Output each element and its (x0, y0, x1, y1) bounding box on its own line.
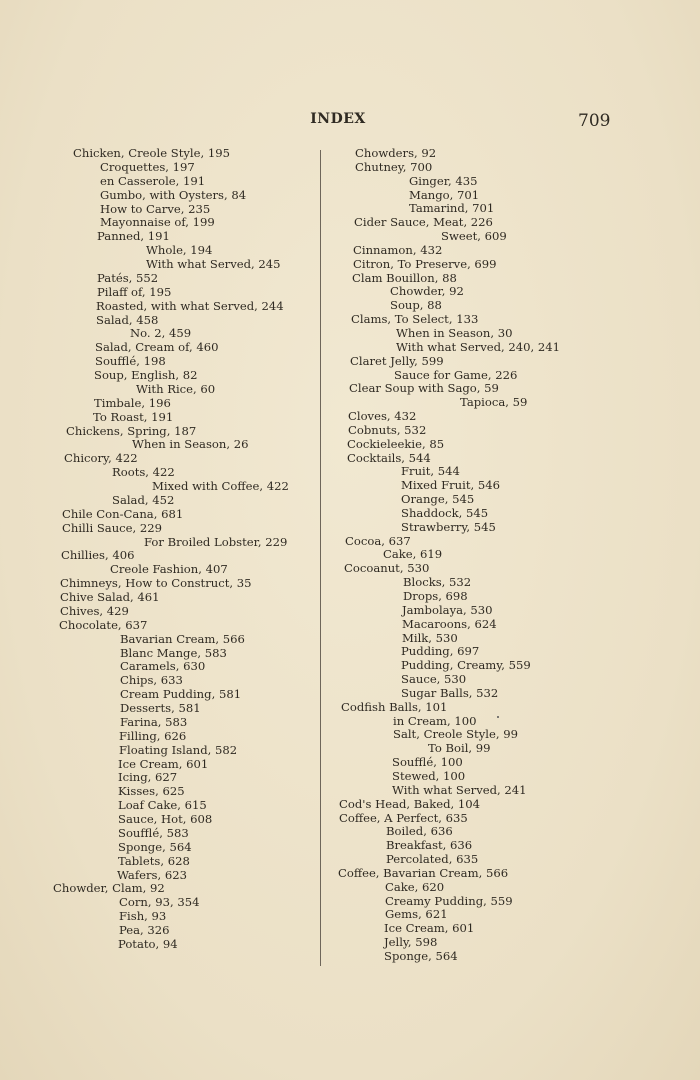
index-entry: Patés, 552 (97, 270, 159, 285)
page-title: INDEX (310, 111, 366, 127)
index-column-right (0, 147, 700, 964)
index-entry: Ginger, 435 (409, 173, 478, 188)
index-entry: Clams, To Select, 133 (351, 312, 479, 327)
index-entry: Corn, 93, 354 (119, 895, 200, 910)
index-entry: Whole, 194 (146, 243, 213, 258)
index-entry: Chickens, Spring, 187 (66, 423, 197, 438)
index-entry: Croquettes, 197 (100, 159, 195, 174)
index-entry: Ice Cream, 601 (384, 921, 475, 936)
index-entry: Filling, 626 (119, 728, 187, 743)
index-entry: Salad, Cream of, 460 (95, 340, 219, 355)
index-entry: Boiled, 636 (386, 824, 453, 839)
index-entry: When in Season, 26 (132, 437, 249, 452)
index-entry: Chowder, 92 (390, 284, 464, 299)
index-entry: Floating Island, 582 (119, 742, 238, 757)
index-entry: Chicory, 422 (64, 451, 138, 466)
index-entry: No. 2, 459 (130, 326, 192, 341)
index-entry: Mixed with Coffee, 422 (152, 479, 289, 493)
index-entry: Roots, 422 (112, 465, 175, 480)
index-entry: Chocolate, 637 (59, 617, 148, 632)
index-entry: With Rice, 60 (136, 381, 216, 396)
index-entry: Chillies, 406 (61, 548, 135, 563)
index-entry: Chile Con-Cana, 681 (62, 506, 184, 521)
index-entry: Chowder, Clam, 92 (53, 881, 165, 896)
index-entry: Claret Jelly, 599 (350, 353, 444, 368)
index-entry: Orange, 545 (401, 492, 475, 507)
index-entry: Salad, 452 (112, 492, 175, 507)
index-entry: Caramels, 630 (120, 659, 206, 674)
index-entry: Sauce, Hot, 608 (118, 812, 213, 826)
index-entry: Jambolaya, 530 (402, 602, 493, 617)
index-entry: Potato, 94 (118, 936, 178, 951)
index-entry: Shaddock, 545 (401, 505, 489, 520)
index-entry: Wafers, 623 (117, 867, 187, 882)
index-entry: Creamy Pudding, 559 (385, 893, 513, 908)
index-entry: Percolated, 635 (386, 852, 479, 867)
index-entry: Clam Bouillon, 88 (352, 270, 457, 285)
index-entry: Roasted, with what Served, 244 (96, 298, 284, 313)
index-entry: Chutney, 700 (355, 159, 433, 174)
index-entry: Cocktails, 544 (347, 450, 431, 465)
index-entry: Cockieleekie, 85 (347, 436, 445, 451)
index-entry: When in Season, 30 (396, 325, 513, 340)
index-entry: Bavarian Cream, 566 (120, 631, 245, 646)
index-entry: Cinnamon, 432 (353, 242, 443, 257)
index-entry: Cake, 619 (383, 547, 443, 562)
index-entry: With what Served, 241 (392, 782, 527, 797)
index-entry: Macaroons, 624 (402, 616, 497, 631)
index-entry: Pea, 326 (119, 923, 170, 937)
index-entry: Cobnuts, 532 (348, 422, 427, 437)
index-entry: With what Served, 245 (146, 257, 281, 271)
index-entry: Salad, 458 (96, 312, 159, 327)
index-entry: Sauce for Game, 226 (394, 367, 518, 382)
index-entry: Fruit, 544 (401, 464, 460, 479)
index-entry: Sweet, 609 (441, 229, 507, 244)
index-entry: Pudding, 697 (401, 644, 480, 659)
index-entry: Chives, 429 (60, 603, 129, 618)
index-entry: en Casserole, 191 (100, 173, 206, 188)
index-entry: Gems, 621 (385, 907, 448, 922)
index-entry: Codfish Balls, 101 (341, 699, 448, 714)
index-entry: Chimneys, How to Construct, 35 (60, 576, 252, 591)
index-entry: Chicken, Creole Style, 195 (73, 146, 230, 160)
index-entry: Blocks, 532 (403, 575, 472, 590)
index-entry: Chilli Sauce, 229 (62, 520, 163, 535)
index-entry: To Boil, 99 (428, 741, 491, 756)
index-entry: Soufflé, 100 (392, 755, 463, 770)
index-entry: How to Carve, 235 (100, 201, 211, 216)
index-entry: Cake, 620 (385, 879, 445, 894)
index-entry: Panned, 191 (97, 229, 170, 244)
index-entry: Chowders, 92 (355, 146, 437, 160)
index-entry: Cream Pudding, 581 (120, 687, 242, 702)
index-entry: Soup, English, 82 (94, 368, 198, 382)
index-entry: Sponge, 564 (118, 839, 192, 854)
index-entry: Tamarind, 701 (409, 201, 495, 216)
index-entry: Mayonnaise of, 199 (100, 215, 215, 230)
ink-speck (497, 716, 499, 718)
index-entry: Soup, 88 (390, 298, 442, 313)
index-entry: Loaf Cake, 615 (118, 798, 207, 813)
index-entry: Mixed Fruit, 546 (401, 478, 501, 493)
index-entry: Salt, Creole Style, 99 (393, 727, 518, 742)
index-entry: Soufflé, 583 (118, 825, 189, 840)
index-entry: Icing, 627 (118, 770, 178, 785)
index-entry: Drops, 698 (403, 589, 468, 603)
index-entry: Milk, 530 (402, 630, 458, 645)
page-number: 709 (578, 111, 611, 131)
index-entry: Ice Cream, 601 (118, 756, 209, 771)
index-entry: Gumbo, with Oysters, 84 (100, 187, 247, 202)
index-entry: Clear Soup with Sago, 59 (349, 381, 499, 396)
index-entry: Blanc Mange, 583 (120, 645, 227, 660)
index-entry: Chive Salad, 461 (60, 590, 160, 604)
index-entry: Tablets, 628 (118, 853, 190, 868)
index-entry: Cocoanut, 530 (344, 561, 430, 576)
index-entry: Breakfast, 636 (386, 838, 473, 853)
index-entry: Mango, 701 (409, 187, 480, 202)
index-entry: To Roast, 191 (93, 409, 174, 424)
index-entry: Farina, 583 (120, 714, 188, 729)
index-entry: Fish, 93 (119, 909, 167, 924)
index-entry: With what Served, 240, 241 (396, 339, 561, 354)
index-entry: Pilaff of, 195 (97, 284, 172, 299)
index-entry: Creole Fashion, 407 (110, 562, 228, 577)
index-entry: For Broiled Lobster, 229 (144, 534, 288, 549)
index-entry: Tapioca, 59 (460, 395, 528, 410)
index-entry: Timbale, 196 (94, 395, 171, 410)
index-entry: Sugar Balls, 532 (401, 685, 499, 700)
index-entry: Pudding, Creamy, 559 (401, 658, 531, 673)
index-entry: Coffee, A Perfect, 635 (339, 810, 468, 825)
index-entry: Soufflé, 198 (95, 354, 166, 369)
index-entry: Sponge, 564 (384, 948, 458, 963)
index-entry: Stewed, 100 (392, 768, 466, 783)
index-entry: Jelly, 598 (384, 935, 438, 950)
index-entry: Desserts, 581 (120, 701, 201, 715)
index-entry: Cocoa, 637 (345, 533, 411, 548)
index-entry: in Cream, 100 (393, 713, 477, 728)
index-entry: Sauce, 530 (401, 672, 467, 687)
index-entry: Citron, To Preserve, 699 (353, 256, 497, 271)
index-entry: Strawberry, 545 (401, 519, 496, 534)
index-entry: Coffee, Bavarian Cream, 566 (338, 865, 509, 880)
index-entry: Kisses, 625 (118, 784, 185, 799)
index-entry: Cider Sauce, Meat, 226 (354, 215, 493, 230)
index-entry: Chips, 633 (120, 673, 183, 688)
index-entry: Cloves, 432 (348, 409, 417, 424)
index-entry: Cod's Head, Baked, 104 (339, 796, 481, 811)
